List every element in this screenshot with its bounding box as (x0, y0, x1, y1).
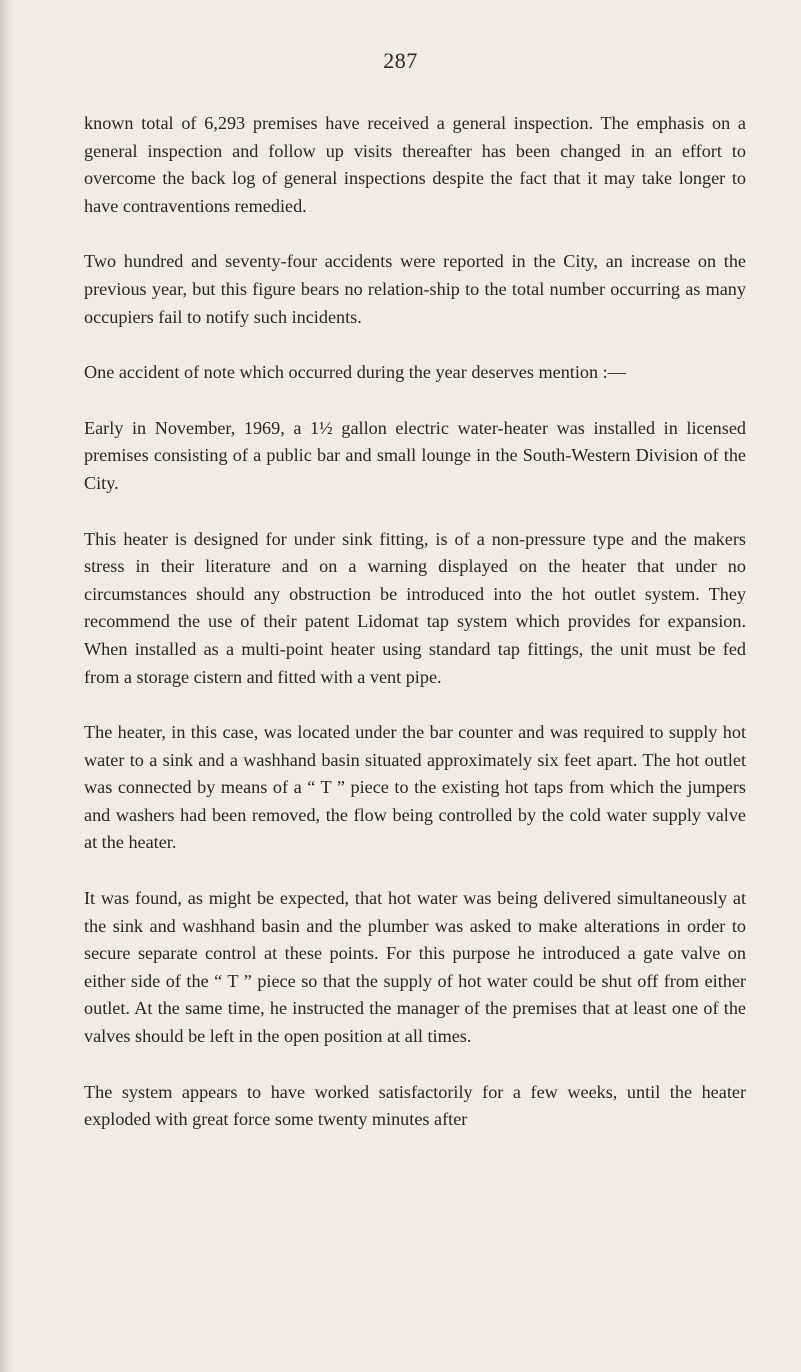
paragraph-heater-installed: Early in November, 1969, a 1½ gallon electric water-heater was installed in licensed premises consisting of a public bar and small lounge in the South-Western Division of the City. (84, 417, 746, 493)
paragraph-alterations: It was found, as might be expected, that hot water was being delivered simultaneously at the sink and washhand basin and the plumber was asked to make alterations in order to secure separate control at these points. For this purpose he introduced a gate valve on either side of the “ T ” piece so that the supply of hot water could be shut off from either outlet. At the same time, he instructed the manager of the premises that at least one of the valves should be left in the open position at all times. (84, 888, 746, 1047)
page-binding-shadow (0, 0, 14, 1372)
paragraph-heater-location: The heater, in this case, was located under the bar counter and was required to supply hot water to a sink and a washhand basin situated approximately six feet apart. The hot outlet was connected by means of a “ T ” piece to the existing hot taps from which the jumpers and washers had been removed, the flow being controlled by the cold water supply valve at the heater. (84, 722, 746, 853)
paragraph-accident-of-note: One accident of note which occurred during the year deserves mention :— (84, 362, 626, 383)
page-number: 287 (383, 48, 418, 73)
paragraph-inspections: known total of 6,293 premises have received a general inspection. The emphasis on a general inspection and follow up visits thereafter has been changed in an effort to overcome the back log of general inspections despite the fact that it may take longer to have contraventions remedied. (84, 113, 746, 216)
paragraph-explosion: The system appears to have worked satisfactorily for a few weeks, until the heater exploded with great force some twenty minutes after (84, 1081, 746, 1130)
paragraph-heater-design: This heater is designed for under sink fitting, is of a non-pressure type and the makers stress in their literature and on a warning displayed on the heater that under no circumstances should any obstruction be introduced into the hot outlet system. They recommend the use of their patent Lidomat tap system which provides for expansion. When installed as a multi-point heater using standard tap fittings, the unit must be fed from a storage cistern and fitted with a vent pipe. (84, 528, 746, 687)
body-text (84, 110, 746, 1162)
paragraph-accidents-reported: Two hundred and seventy-four accidents were reported in the City, an increase on the previous year, but this figure bears no relation-ship to the total number occurring as many occupiers fail to notify such incidents. (84, 251, 746, 327)
